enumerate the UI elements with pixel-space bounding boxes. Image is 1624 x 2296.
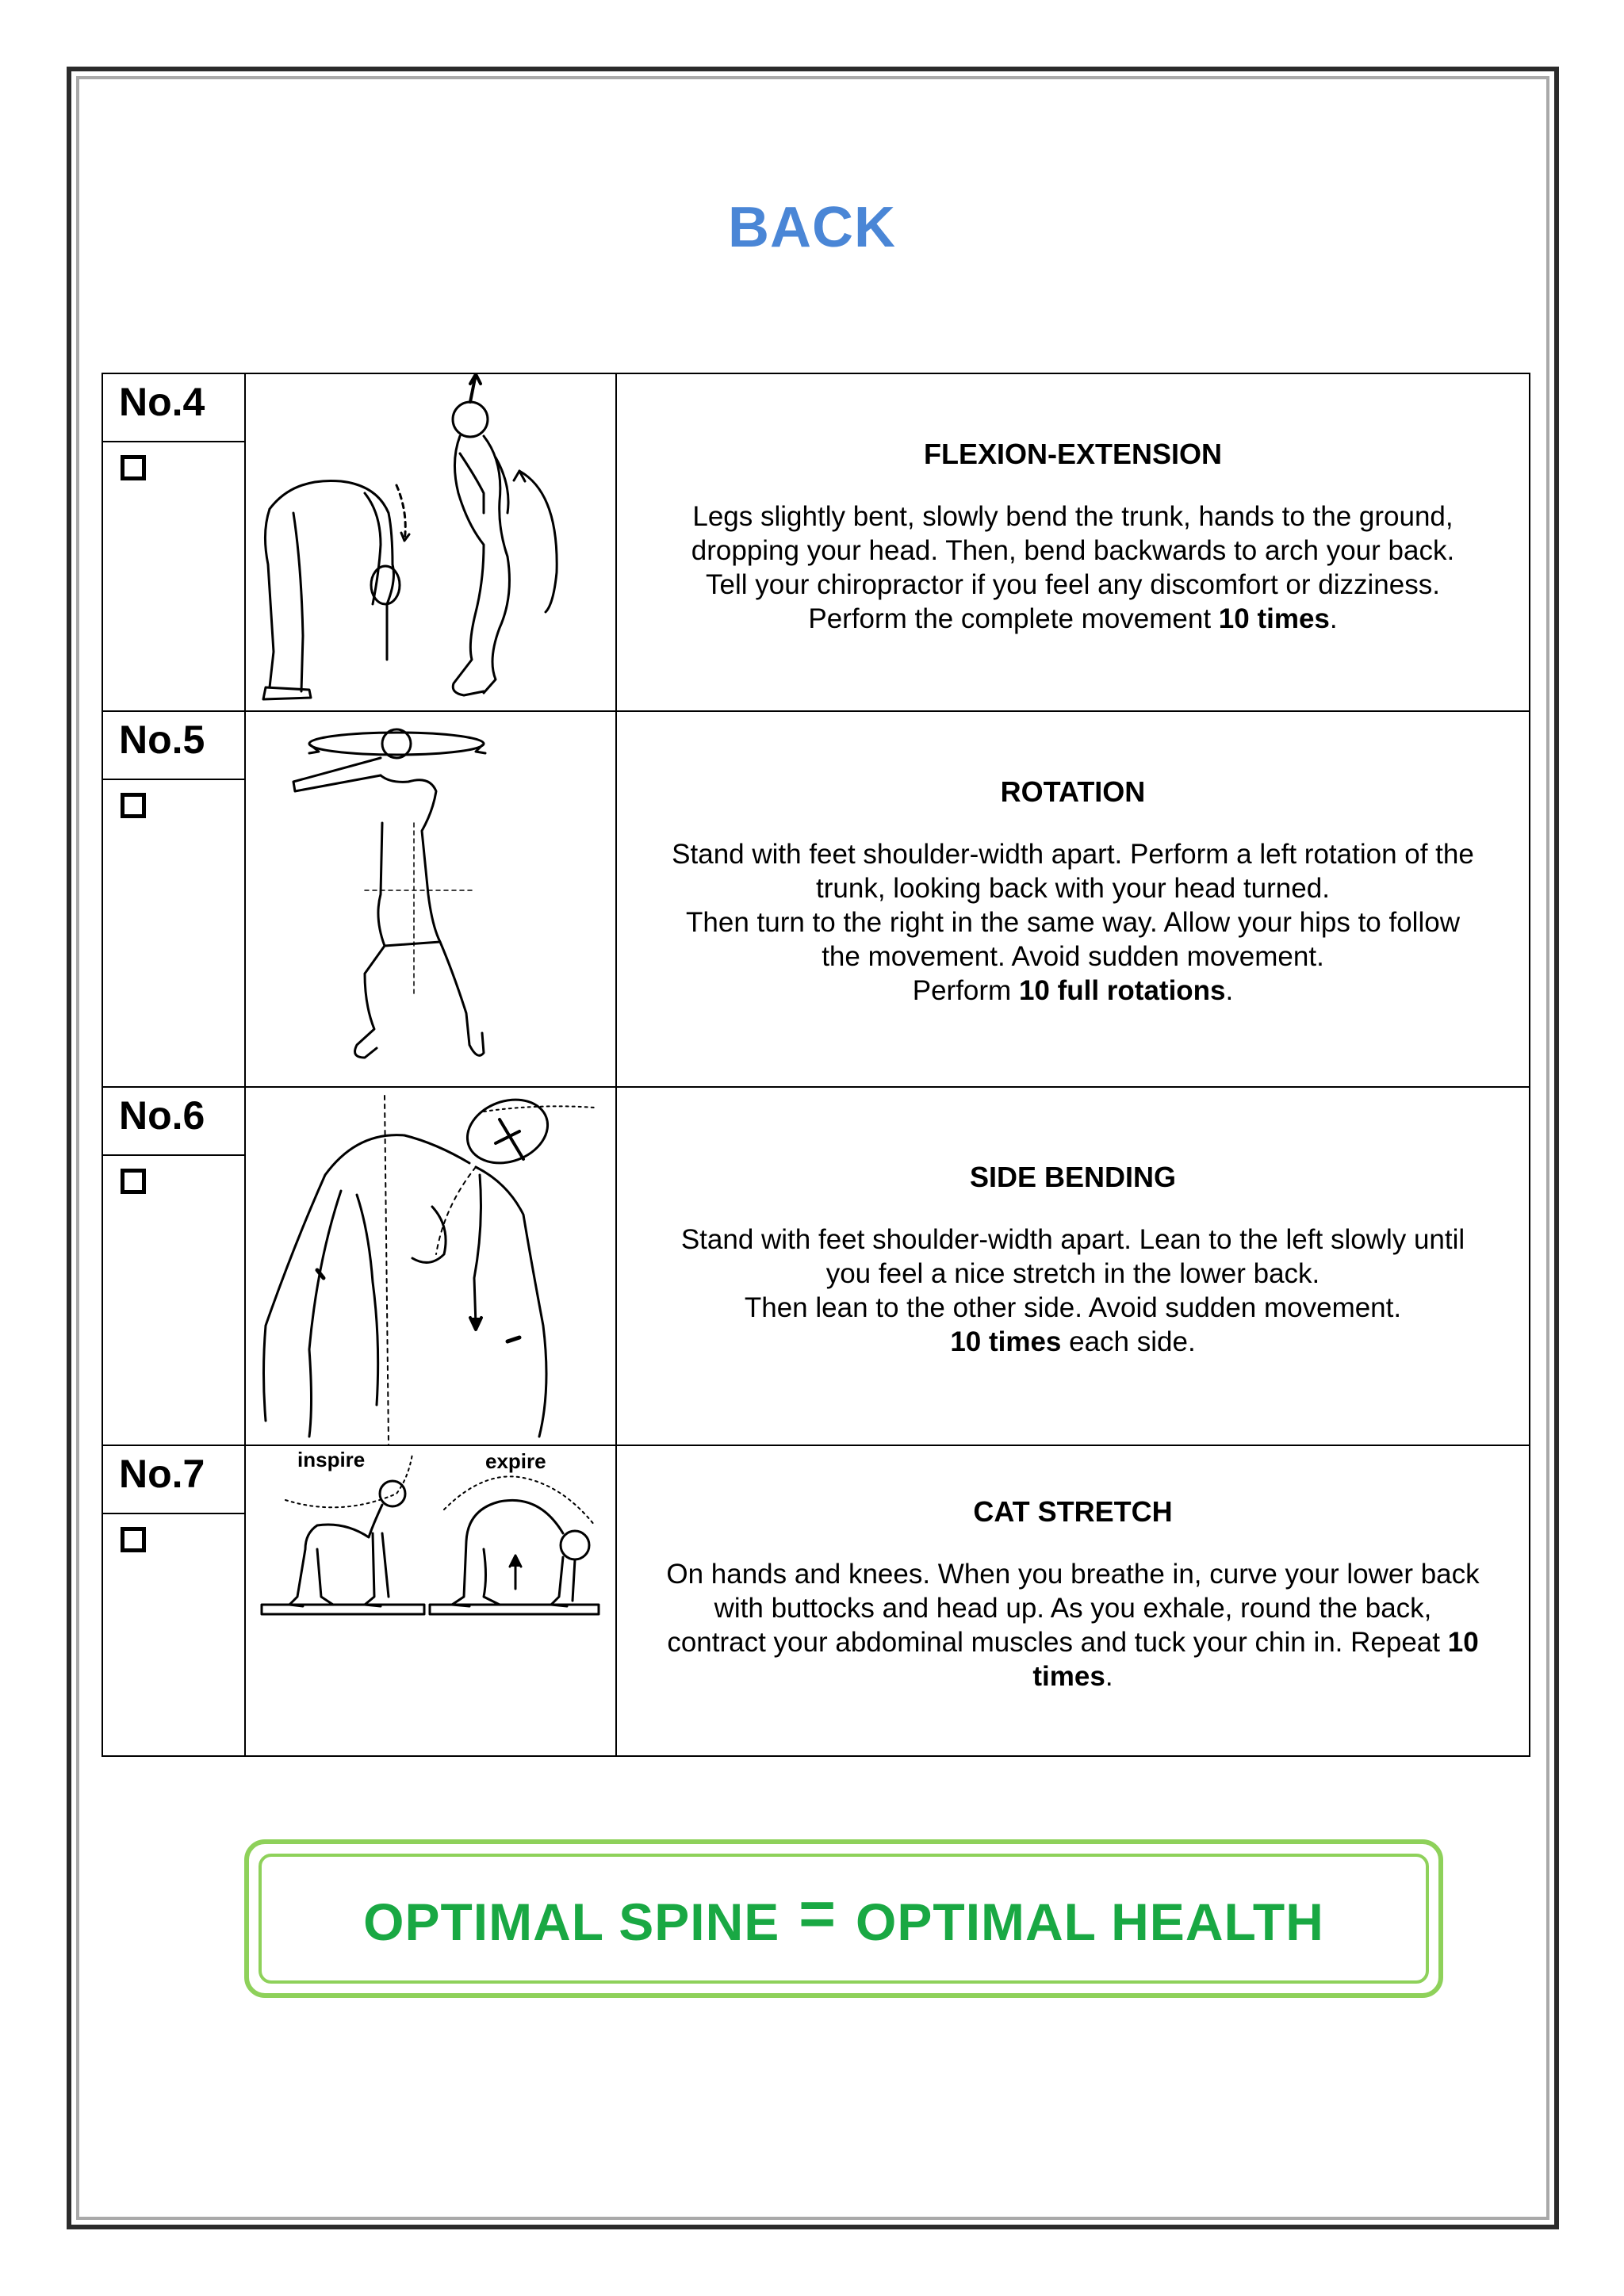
expire-label: expire [485,1449,546,1473]
exercise-number-cell [102,373,245,711]
exercise-text-line [672,974,1474,1008]
exercise-text-segment: dropping your head. Then, bend backwards to arch your back. [691,535,1455,566]
exercise-number: No.6 [103,1088,244,1156]
exercise-row [102,1087,1530,1445]
exercise-checkbox[interactable] [121,793,146,818]
exercise-number-cell [102,1087,245,1445]
exercise-row [102,1445,1530,1756]
exercise-number: No.7 [103,1446,244,1514]
exercise-text-line [681,1291,1465,1325]
exercise-text-segment: the movement. Avoid sudden movement. [822,941,1324,972]
exercise-checkbox[interactable] [121,1527,146,1552]
exercise-text-segment: On hands and knees. When you breathe in, curve your lower back [666,1559,1480,1590]
exercise-text-segment: contract your abdominal muscles and tuck your chin in. Repeat [667,1627,1448,1658]
exercise-text-segment: . [1329,603,1338,634]
exercise-text-segment: Then turn to the right in the same way. Allow your hips to follow [686,907,1460,938]
exercise-heading: SIDE BENDING [969,1161,1177,1193]
exercise-text-segment: . [1105,1661,1113,1692]
exercise-text-line [666,1591,1479,1625]
motto-banner [244,1839,1443,1998]
exercise-table [102,373,1530,1757]
rotation-illustration [246,712,615,1086]
exercise-description [616,373,1530,711]
exercise-row [102,711,1530,1087]
exercise-text-line [672,871,1474,905]
exercise-text-segment: each side. [1061,1326,1196,1357]
exercise-text-line [691,499,1454,534]
exercise-description [616,1087,1530,1445]
exercise-text-segment: Stand with feet shoulder-width apart. Lean to the left slowly until [680,1224,1465,1255]
exercise-row [102,373,1530,711]
exercise-heading: ROTATION [1000,775,1146,808]
exercise-text-line [681,1325,1465,1359]
exercise-number-cell [102,711,245,1087]
exercise-illustration [245,1445,616,1756]
exercise-heading: FLEXION-EXTENSION [923,438,1223,470]
exercise-number: No.5 [103,712,244,780]
motto-text [363,1878,1324,1955]
exercise-heading: CAT STRETCH [973,1495,1173,1528]
exercise-text-segment: Perform [912,975,1019,1006]
exercise-number: No.4 [103,374,244,442]
exercise-text-bold: times [1032,1661,1105,1692]
exercise-text-line [672,837,1474,871]
inspire-label: inspire [297,1448,366,1471]
exercise-text-line [691,602,1454,636]
motto-left: OPTIMAL SPINE [363,1892,780,1951]
cat-stretch-illustration [246,1446,615,1755]
exercise-text-segment: Then lean to the other side. Avoid sudden movement. [744,1292,1402,1323]
exercise-description [616,711,1530,1087]
exercise-illustration [245,373,616,711]
exercise-text-bold: 10 full rotations [1018,975,1226,1006]
exercise-text-line [691,534,1454,568]
exercise-text-line [681,1257,1465,1291]
exercise-text-segment: you feel a nice stretch in the lower back. [825,1258,1320,1289]
flexion-extension-illustration [246,374,615,710]
exercise-text-bold: 10 times [1218,603,1330,634]
exercise-text-line [666,1625,1479,1659]
exercise-text-bold: 10 [1447,1627,1479,1658]
exercise-number-cell [102,1445,245,1756]
exercise-text-segment: trunk, looking back with your head turned. [816,873,1330,904]
exercise-checkbox[interactable] [121,455,146,480]
side-bending-illustration [246,1088,615,1445]
exercise-illustration [245,1087,616,1445]
exercise-text [691,499,1454,636]
exercise-illustration [245,711,616,1087]
exercise-text [666,1557,1479,1693]
exercise-text-segment: Legs slightly bent, slowly bend the trunk, hands to the ground, [692,501,1454,532]
exercise-text-line [666,1557,1479,1591]
motto-equals: = [799,1878,837,1949]
exercise-text [672,837,1474,1008]
exercise-text-line [672,905,1474,939]
exercise-text [681,1223,1465,1359]
exercise-text-segment: . [1225,975,1234,1006]
exercise-text-line [681,1223,1465,1257]
exercise-text-segment: Stand with feet shoulder-width apart. Perform a left rotation of the [672,839,1474,870]
exercise-text-segment: Perform the complete movement [808,603,1219,634]
page-title: BACK [728,196,896,259]
exercise-text-line [666,1659,1479,1693]
exercise-text-line [691,568,1454,602]
exercise-text-segment: with buttocks and head up. As you exhale, round the back, [714,1593,1432,1624]
motto-right: OPTIMAL HEALTH [856,1892,1324,1951]
exercise-text-bold: 10 times [950,1326,1062,1357]
exercise-description [616,1445,1530,1756]
exercise-checkbox[interactable] [121,1169,146,1194]
exercise-text-segment: Tell your chiropractor if you feel any discomfort or dizziness. [706,569,1440,600]
motto-banner-inner [259,1854,1429,1984]
exercise-text-line [672,939,1474,974]
